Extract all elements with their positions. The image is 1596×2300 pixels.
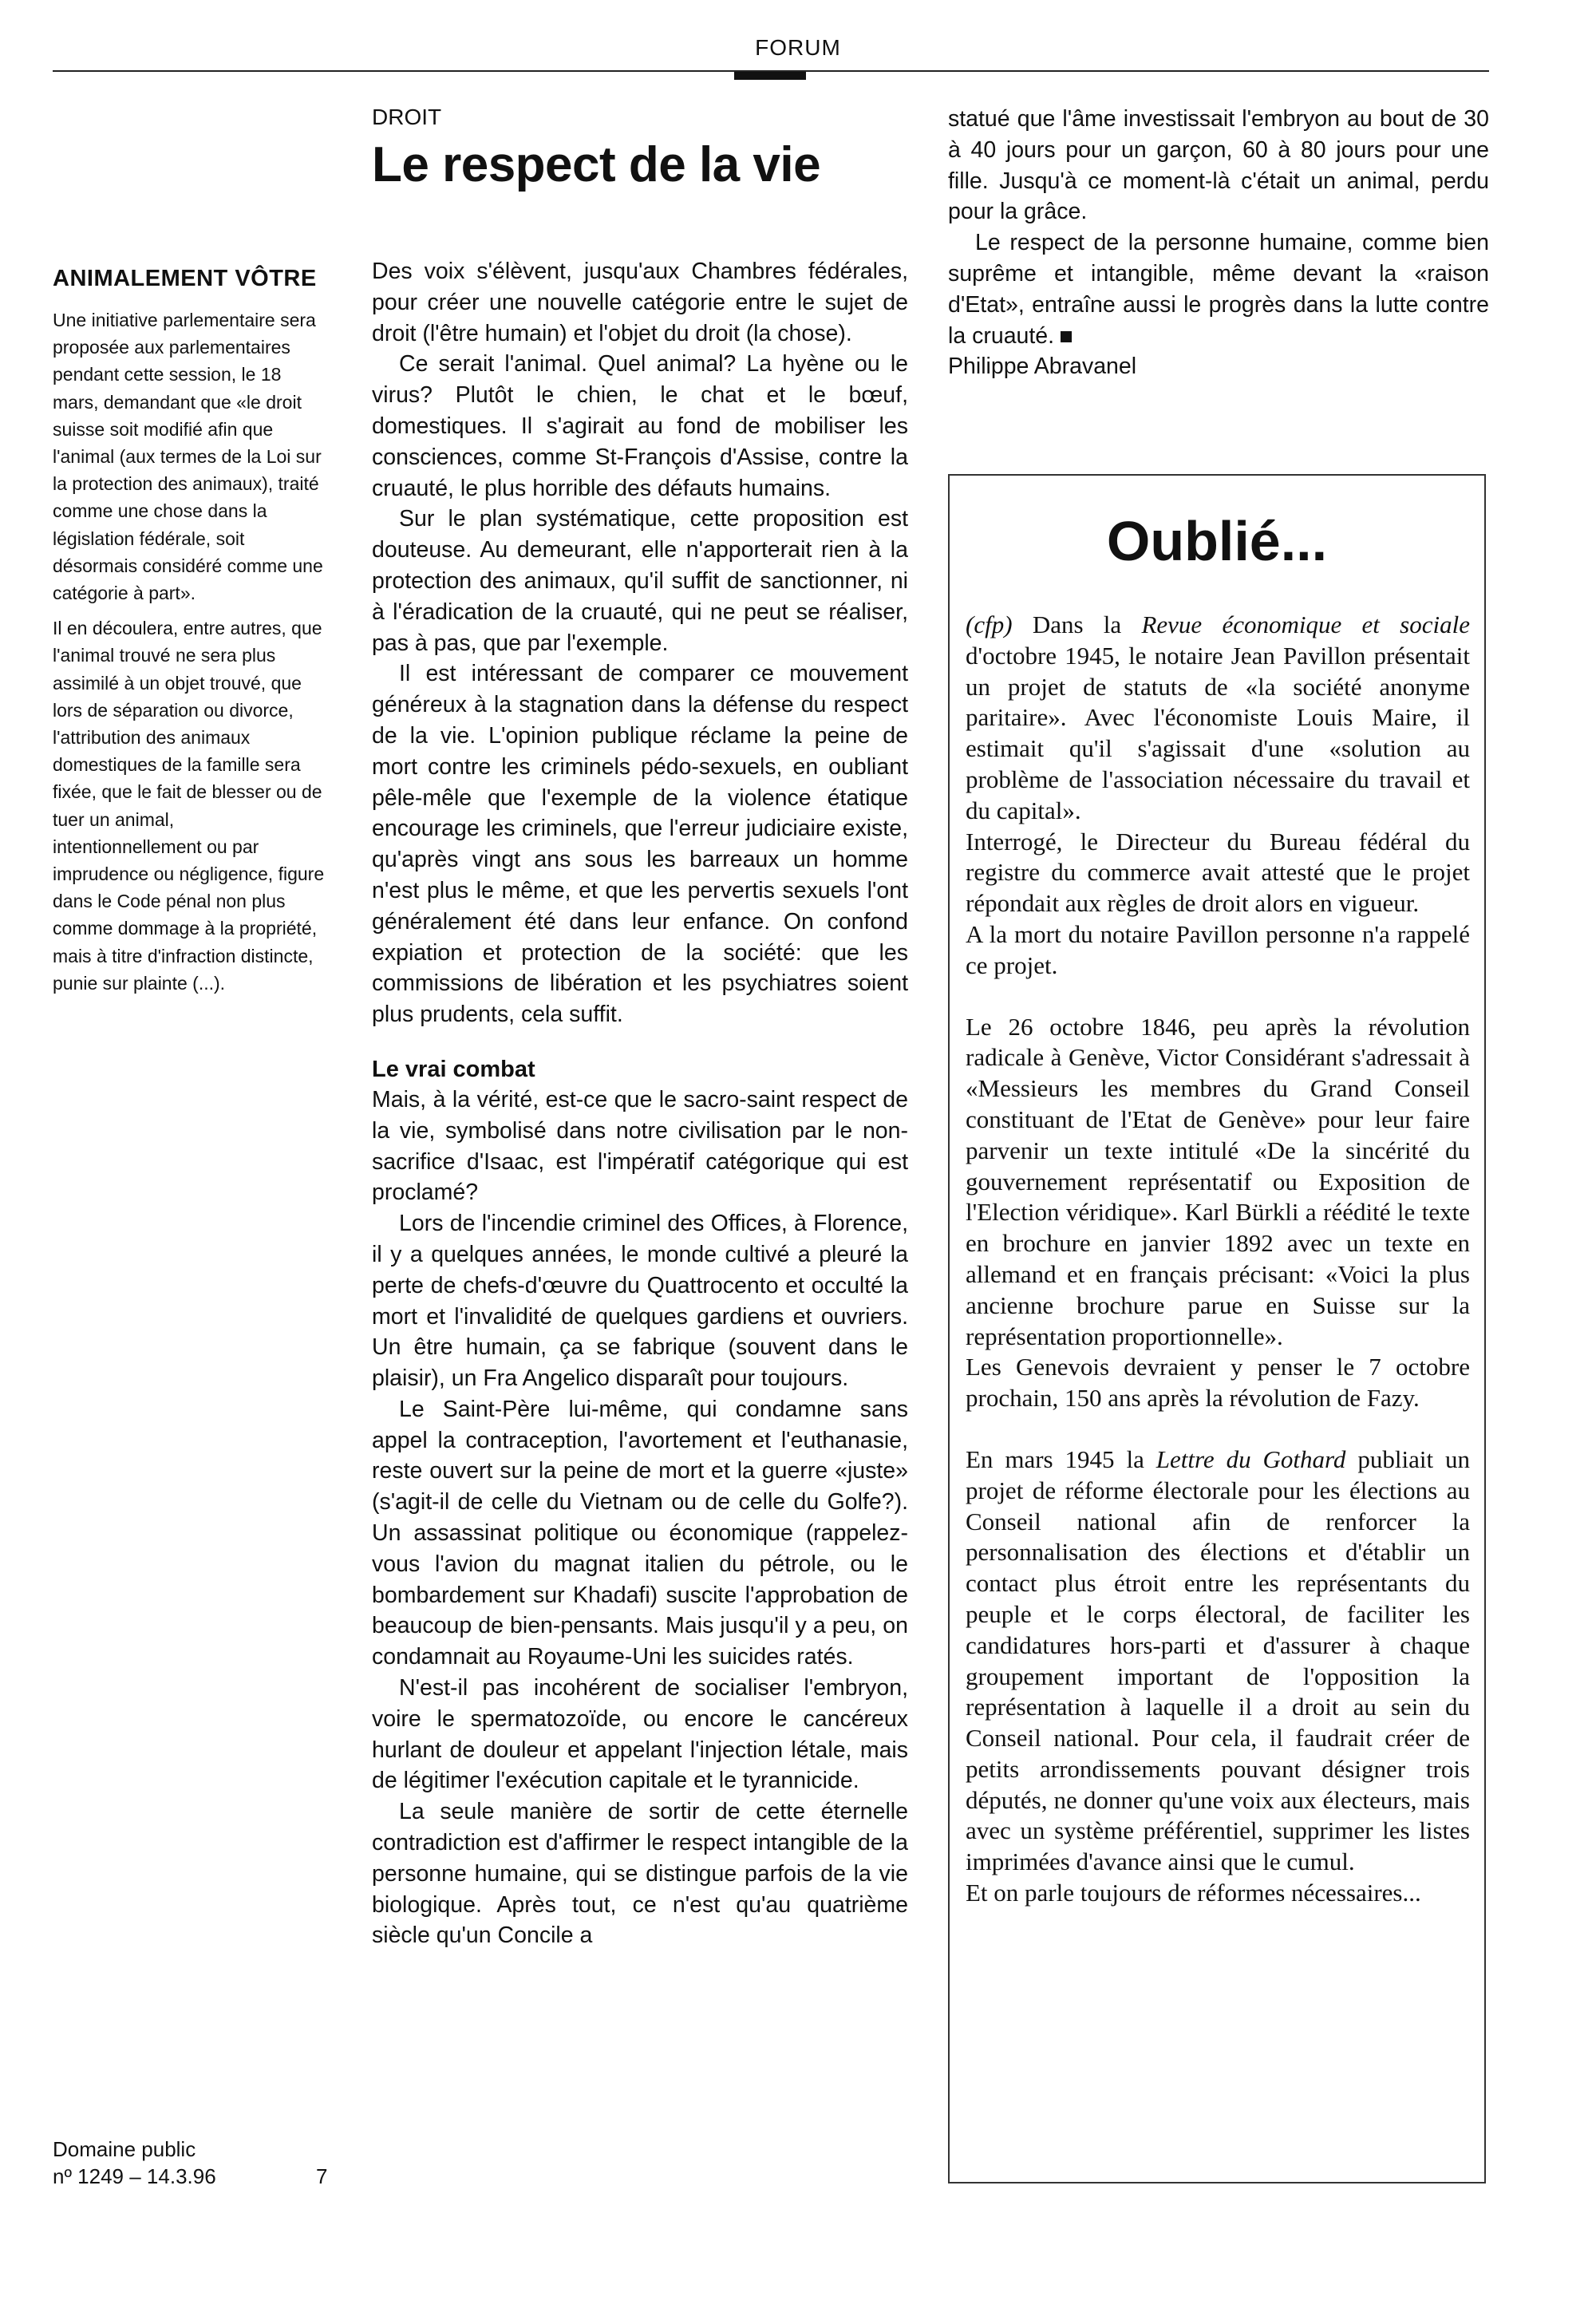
sidebar-paragraph: Il en découlera, entre autres, que l'animal trouvé ne sera plus assimilé à un objet trouvé, que lors de séparation ou divorce, l'attribution des animaux domestiques de la famille sera fixée, que le fait de blesser ou de tuer un animal, intentionnellement ou par imprudence ou négligence, figure dans le Code pénal non plus comme dommage à la propriété, mais à titre d'infraction distincte, punie sur plainte (...). [53, 618, 325, 994]
box-paragraph: Le 26 octobre 1846, peu après la révolution radicale à Genève, Victor Considérant s'adressait à «Messieurs les membres du Grand Conseil constituant de l'Etat de Genève» pour leur faire parvenir un texte intitulé «De la sincérité du gouvernement représentatif ou Exposition de l'Election véridique». Karl Bürkli a réédité le texte en brochure en janvier 1892 avec un texte en allemand et en français précisant: «Voici la plus ancienne brochure parue en Suisse sur la représentation proportionnelle». [966, 1012, 1470, 1350]
article-paragraph: N'est-il pas incohérent de socialiser l'embryon, voire le spermatozoïde, ou encore le cancéreux hurlant de douleur et appelant l'injection létale, mais de légitimer l'exécution capitale et le tyrannicide. [372, 1675, 908, 1794]
box-paragraph [966, 1444, 1470, 1878]
box-text: d'octobre 1945, le notaire Jean Pavillon présentait un projet de statuts de «la société anonyme paritaire». Avec l'économiste Louis Maire, il estimait qu'il s'agissait d'une «solution au problème de l'association nécessaire du travail et du capital». [966, 641, 1470, 824]
article-paragraph [948, 227, 1489, 351]
article-subhead: Le vrai combat [372, 1056, 535, 1082]
source-tag: (cfp) [966, 611, 1013, 638]
article-paragraph-text: Le respect de la personne humaine, comme bien suprême et intangible, même devant la «raison d'Etat», entraîne aussi le progrès dans la lutte contre la cruauté. [948, 230, 1489, 349]
journal-title: Lettre du Gothard [1156, 1444, 1346, 1473]
sidebar-paragraph: Une initiative parlementaire sera proposée aux parlementaires pendant cette session, le 18 mars, demandant que «le droit suisse soit modifié afin que l'animal (aux termes de la Loi sur la protection des animaux), traité comme une chose dans la législation fédérale, soit désormais considéré comme une catégorie à part». [53, 310, 323, 604]
journal-title: Revue économique et sociale [1141, 611, 1470, 638]
box-paragraph [966, 610, 1470, 827]
box-paragraph: Les Genevois devraient y penser le 7 octobre prochain, 150 ans après la révolution de Fazy. [966, 1353, 1470, 1413]
sidebar [53, 263, 328, 1005]
boxed-article [948, 474, 1486, 2183]
article-heading [372, 104, 908, 193]
box-paragraph: Interrogé, le Directeur du Bureau fédéral du registre du commerce avait attesté que le projet répondait aux règles de droit alors en vigueur. [966, 827, 1470, 918]
article-paragraph: Mais, à la vérité, est-ce que le sacro-saint respect de la vie, symbolisé dans notre civilisation par le non-sacrifice d'Isaac, est l'impératif catégorique qui est proclamé? [372, 1086, 908, 1206]
box-paragraph: A la mort du notaire Pavillon personne n'a rappelé ce projet. [966, 919, 1470, 979]
box-text: publiait un projet de réforme électorale pour les élections au Conseil national afin de renforcer la personnalisation des élections et d'établir un contact plus étroit entre les représentants du peuple et le corps électoral, de faciliter les candidatures hors-parti et d'assurer à chaque groupement important de l'opposition la représentation à laquelle il a droit au sein du Conseil national. Pour cela, il faudrait créer de petits arrondissements pouvant désigner trois députés, ne donner qu'une voix aux électeurs, mais avec un système préférentiel, supprimer les listes imprimées d'avance ainsi que le cumul. [966, 1444, 1470, 1876]
end-of-article-mark [1061, 331, 1072, 342]
box-text: En mars 1945 la [966, 1444, 1156, 1473]
article-headline: Le respect de la vie [372, 137, 821, 192]
box-paragraph: Et on parle toujours de réformes nécessaires... [966, 1879, 1421, 1907]
article-paragraph: Il est intéressant de comparer ce mouvement généreux à la stagnation dans la défense du respect de la vie. L'opinion publique réclame la peine de mort contre les criminels pédo-sexuels, en oubliant pêle-mêle que l'exemple de la violence étatique encourage les criminels, que l'erreur judiciaire existe, qu'après vingt ans sous les barreaux un homme n'est plus le même, et que les pervertis sexuels l'ont généralement été dans leur enfance. On confond expiation et protection de la société: que les commissions de libération et les psychiatres soient plus prudents, cela suffit. [372, 661, 908, 1028]
sidebar-title: ANIMALEMENT VÔTRE [53, 266, 317, 291]
article-paragraph: Sur le plan systématique, cette proposition est douteuse. Au demeurant, elle n'apporterait rien à la protection des animaux, qu'il suffit de sanctionner, ni à l'éradication de la cruauté, qui ne peut se réaliser, pas à pas, que par l'exemple. [372, 506, 908, 656]
page-number: 7 [316, 2164, 328, 2188]
article-paragraph: Ce serait l'animal. Quel animal? La hyène ou le virus? Plutôt le chien, le chat et le bœuf, domestiques. Il s'agirait au fond de mobiliser les consciences, comme St-François d'Assise, contre la cruauté, le plus horrible des défauts humains. [372, 351, 908, 501]
issue-info: nº 1249 – 14.3.96 [53, 2164, 216, 2188]
article-paragraph: La seule manière de sortir de cette éternelle contradiction est d'affirmer le respect intangible de la personne humaine, qui se distingue parfois de la vie biologique. Après tout, ce n'est qu'au quatrième siècle qu'un Concile a [372, 1799, 908, 1949]
article-continuation [948, 104, 1489, 382]
box-title: Oublié... [1106, 510, 1328, 572]
article-paragraph: Lors de l'incendie criminel des Offices, à Florence, il y a quelques années, le monde cultivé a pleuré la perte de chefs-d'œuvre du Quattrocento et occulté la mort et l'invalidité de quelques gardiens et ouvriers. Un être humain, ça se fabrique (souvent dans le plaisir), un Fra Angelico disparaît pour toujours. [372, 1211, 908, 1392]
article-paragraph: Le Saint-Père lui-même, qui condamne sans appel la contraception, l'avortement et l'euthanasie, reste ouvert sur la peine de mort et la guerre «juste» (s'agit-il de celle du Vietnam ou de celle du Golfe?). Un assassinat politique ou économique (rappelez-vous l'avion du magnat italien du pétrole, ou le bombardement sur Khadafi) suscite l'approbation de beaucoup de bien-pensants. Mais jusqu'il y a peu, on condamnait au Royaume-Uni les suicides ratés. [372, 1396, 908, 1670]
page-footer [53, 2136, 340, 2190]
article-author: Philippe Abravanel [948, 354, 1137, 380]
article-body [372, 256, 908, 1951]
box-body [966, 610, 1470, 1909]
box-text: Dans la [1012, 611, 1142, 638]
article-kicker: DROIT [372, 105, 442, 129]
publication-name: Domaine public [53, 2137, 196, 2161]
header-tab-marker [734, 72, 806, 80]
section-header: FORUM [755, 35, 841, 60]
article-paragraph: Des voix s'élèvent, jusqu'aux Chambres fédérales, pour créer une nouvelle catégorie entre le sujet de droit (l'être humain) et l'objet du droit (la chose). [372, 259, 908, 346]
article-paragraph: statué que l'âme investissait l'embryon au bout de 30 à 40 jours pour un garçon, 60 à 80 jours pour une fille. Jusqu'à ce moment-là c'était un animal, perdu pour la grâce. [948, 106, 1489, 225]
